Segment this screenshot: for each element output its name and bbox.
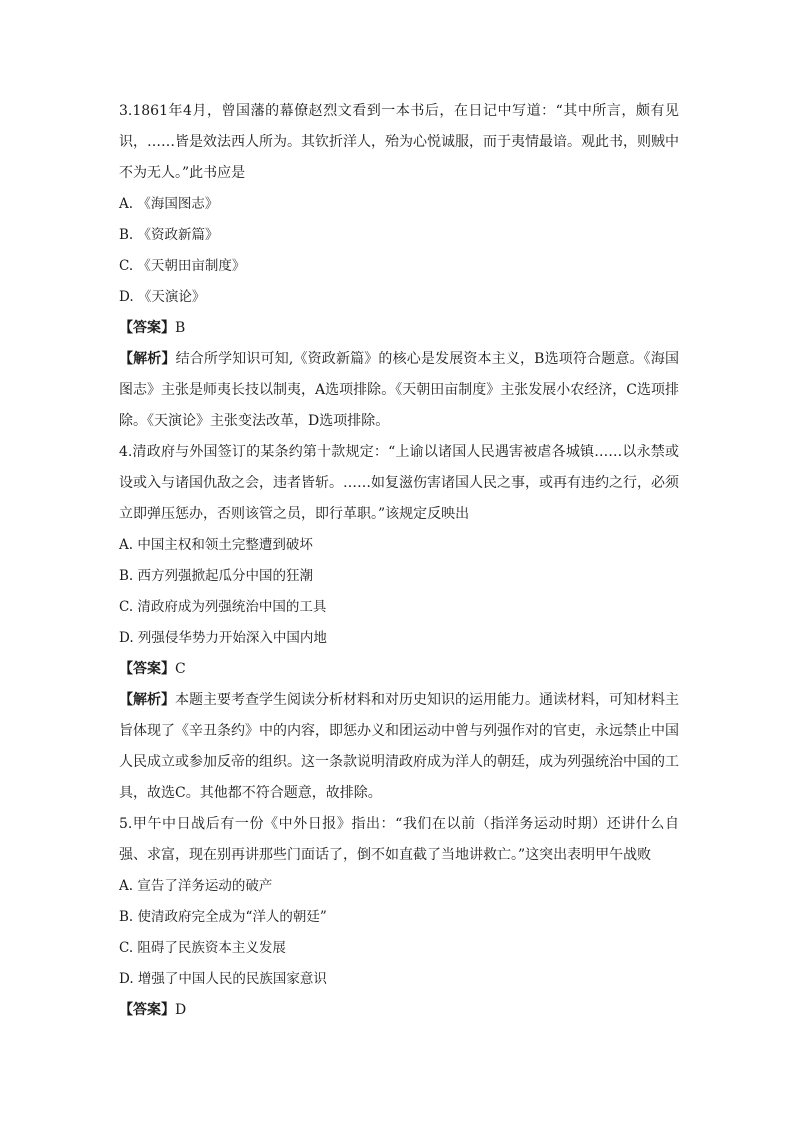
question-5-option-d: D. 增强了中国人民的民族国家意识 bbox=[119, 971, 327, 987]
analysis-tag: 【解析】 bbox=[119, 351, 176, 367]
answer-value: D bbox=[175, 1002, 187, 1018]
question-5-answer bbox=[119, 995, 679, 1026]
question-5-option-b: B. 使清政府完全成为“洋人的朝廷” bbox=[119, 909, 327, 925]
question-4-option-d: D. 列强侵华势力开始深入中国内地 bbox=[119, 630, 327, 646]
question-4-option-c: C. 清政府成为列强统治中国的工具 bbox=[119, 599, 327, 615]
question-3-analysis bbox=[119, 344, 679, 437]
question-4-option-b: B. 西方列强掀起瓜分中国的狂潮 bbox=[119, 568, 314, 584]
document-page bbox=[119, 96, 679, 1026]
question-4-answer bbox=[119, 654, 679, 685]
question-3-option-d: D. 《天演论》 bbox=[119, 289, 206, 305]
question-3-answer bbox=[119, 313, 679, 344]
question-5-option-c: C. 阻碍了民族资本主义发展 bbox=[119, 940, 286, 956]
question-3-option-b: B. 《资政新篇》 bbox=[119, 227, 219, 243]
question-3-option-c: C. 《天朝田亩制度》 bbox=[119, 258, 246, 274]
answer-value: C bbox=[175, 661, 186, 677]
question-5-stem: 5.甲午中日战后有一份《中外日报》指出：“我们在以前（指洋务运动时期）还讲什么自强、求富，现在别再讲那些门面话了，倒不如直截了当地讲救亡。”这突出表明甲午战败 bbox=[119, 816, 679, 863]
analysis-tag: 【解析】 bbox=[119, 692, 175, 708]
question-3-stem: 3.1861年4月，曾国藩的幕僚赵烈文看到一本书后，在日记中写道：“其中所言，颇有见识，……皆是效法西人所为。其钦折洋人，殆为心悦诚服，而于夷情最谙。观此书，则贼中不为无人。”此书应是 bbox=[119, 103, 679, 181]
answer-value: B bbox=[175, 320, 186, 336]
analysis-text: 结合所学知识可知,《资政新篇》的核心是发展资本主义，B选项符合题意。《海国图志》主张是师夷长技以制夷，A选项排除。《天朝田亩制度》主张发展小农经济，C选项排除。《天演论》主张变法改革，D选项排除。 bbox=[119, 351, 679, 429]
answer-tag: 【答案】 bbox=[119, 1002, 175, 1018]
answer-tag: 【答案】 bbox=[119, 661, 175, 677]
question-4-stem: 4.清政府与外国签订的某条约第十款规定：“上谕以诸国人民遇害被虐各城镇……以永禁或设或入与诸国仇敌之会，违者皆斩。……如复滋伤害诸国人民之事，或再有违约之行，必须立即弹压惩办，否则该管之员，即行革职。”该规定反映出 bbox=[119, 444, 679, 522]
analysis-text: 本题主要考查学生阅读分析材料和对历史知识的运用能力。通读材料，可知材料主旨体现了《辛丑条约》中的内容，即惩办义和团运动中曾与列强作对的官吏，永远禁止中国人民成立或参加反帝的组织。这一条款说明清政府成为洋人的朝廷，成为列强统治中国的工具，故选C。其他都不符合题意，故排除。 bbox=[119, 692, 679, 801]
question-3-option-a: A. 《海国图志》 bbox=[119, 196, 219, 212]
question-4-option-a: A. 中国主权和领土完整遭到破坏 bbox=[119, 537, 313, 553]
answer-tag: 【答案】 bbox=[119, 320, 175, 336]
question-4-analysis bbox=[119, 685, 679, 809]
question-5-option-a: A. 宣告了洋务运动的破产 bbox=[119, 878, 273, 894]
